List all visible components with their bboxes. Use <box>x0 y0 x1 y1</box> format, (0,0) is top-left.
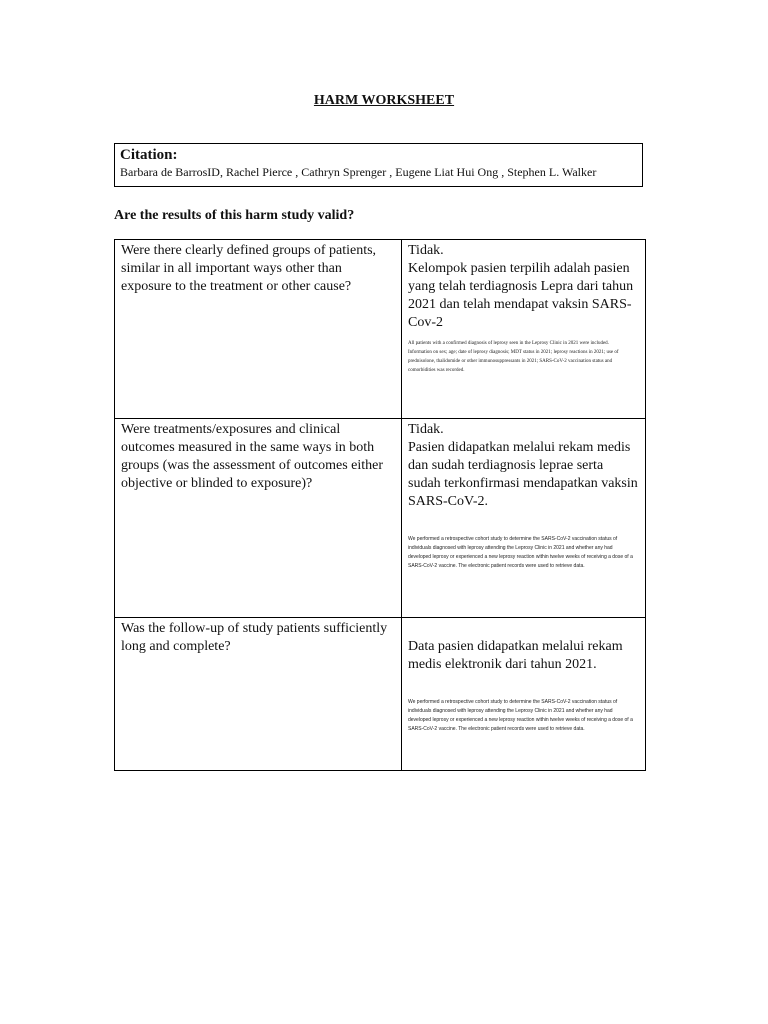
answer-cell <box>402 240 646 419</box>
citation-label: Citation: <box>120 147 178 163</box>
table-row <box>115 419 646 618</box>
answer-verdict: Tidak. <box>408 243 444 258</box>
citation-box <box>114 143 643 187</box>
harm-table <box>114 239 646 771</box>
question-cell <box>115 419 402 618</box>
answer-verdict: Tidak. <box>408 422 444 437</box>
question-cell <box>115 618 402 771</box>
paper-excerpt: We performed a retrospective cohort study to determine the SARS-CoV-2 vaccination status of individuals diagnosed with leprosy attending the Leprosy Clinic in 2021 and whether any had developed leprosy or experienced a new leprosy reaction within twelve weeks of receiving a dose of a SARS-CoV-2 vaccine. The electronic patient records were used to retrieve data. <box>408 699 633 732</box>
question-cell <box>115 240 402 419</box>
answer-cell <box>402 618 646 771</box>
question-text: Was the follow-up of study patients sufficiently long and complete? <box>121 621 388 654</box>
paper-excerpt: All patients with a confirmed diagnosis of leprosy seen in the Leprosy Clinic in 2021 were included. Information on sex; age; date of leprosy diagnosis; MDT status in 2021; leprosy reactions in 2021; use of prednisolone, thalidomide or other immunosuppressants in 2021; SARS-CoV-2 vaccination status and comorbidities was recorded. <box>408 341 619 373</box>
answer-cell <box>402 419 646 618</box>
section-heading: Are the results of this harm study valid? <box>114 208 355 223</box>
page-title: HARM WORKSHEET <box>313 93 455 108</box>
question-text: Were there clearly defined groups of patients, similar in all important ways other than exposure to the treatment or other cause? <box>121 243 377 294</box>
table-row <box>115 618 646 771</box>
answer-text: Data pasien didapatkan melalui rekam medis elektronik dari tahun 2021. <box>408 639 623 672</box>
paper-excerpt: We performed a retrospective cohort study to determine the SARS-CoV-2 vaccination status of individuals diagnosed with leprosy attending the Leprosy Clinic in 2021 and whether any had developed leprosy or experienced a new leprosy reaction within twelve weeks of receiving a dose of a SARS-CoV-2 vaccine. The electronic patient records were used to retrieve data. <box>408 536 633 569</box>
question-text: Were treatments/exposures and clinical outcomes measured in the same ways in both groups (was the assessment of outcomes either objective or blinded to exposure)? <box>121 422 384 491</box>
citation-authors: Barbara de BarrosID, Rachel Pierce , Cathryn Sprenger , Eugene Liat Hui Ong , Stephen L. Walker <box>120 165 597 179</box>
table-row <box>115 240 646 419</box>
answer-text: Pasien didapatkan melalui rekam medis dan sudah terdiagnosis leprae serta sudah terkonfirmasi mendapatkan vaksin SARS-CoV-2. <box>408 440 638 509</box>
answer-text: Kelompok pasien terpilih adalah pasien yang telah terdiagnosis Lepra dari tahun 2021 dan telah mendapat vaksin SARS-Cov-2 <box>408 261 634 330</box>
